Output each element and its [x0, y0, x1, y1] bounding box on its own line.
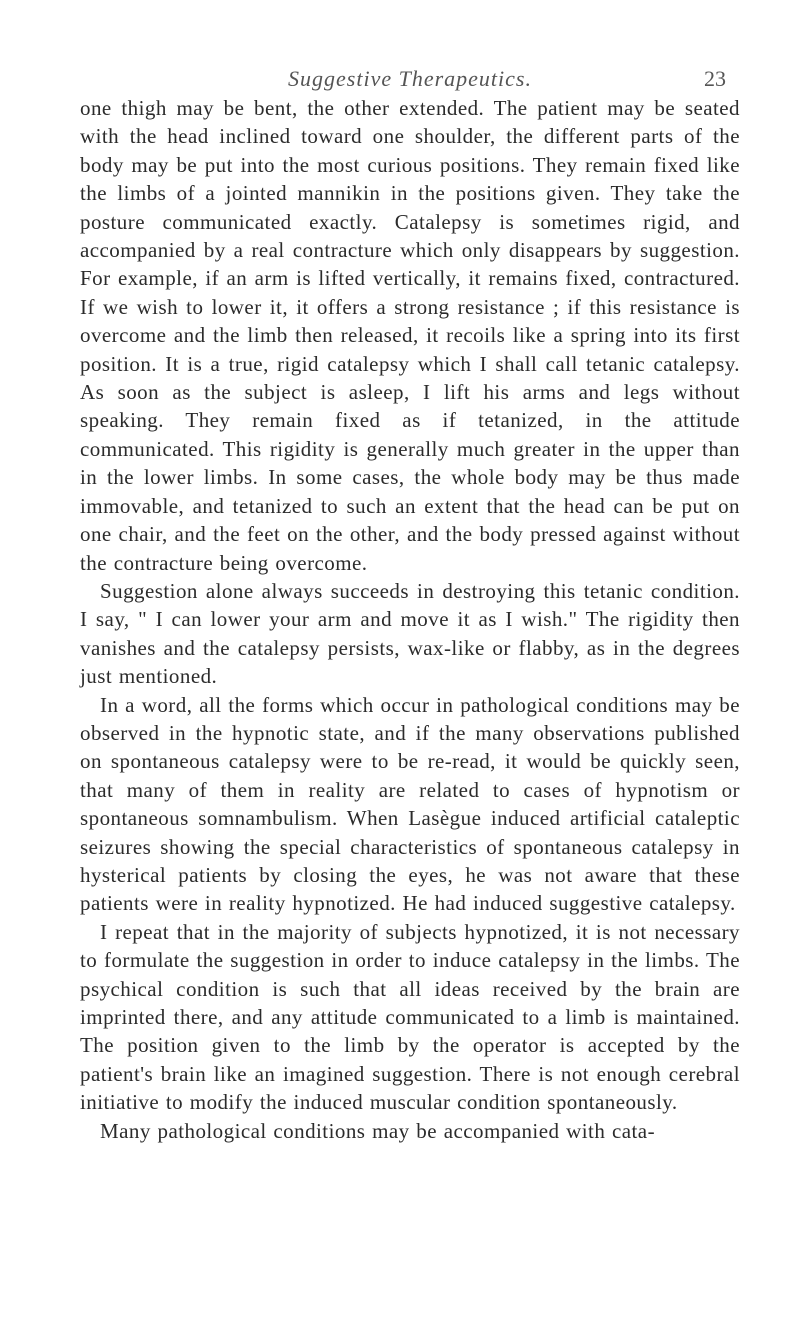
paragraph-pathological-forms: In a word, all the forms which occur in pathological conditions may be observed in the hypnotic state, and if the many observations published on spontaneous catalepsy were to be re-read, it would be quickly seen, that many of them in reality are related to cases of hypnotism or spontaneous somnambulism. When Lasègue induced artificial cataleptic seizures showing the special characteristics of spontaneous catalepsy in hysterical patients by closing the eyes, he was not aware that these patients were in reality hypnotized. He had induced suggestive catalepsy. — [80, 692, 740, 916]
paragraph-majority-subjects: I repeat that in the majority of subjects hypnotized, it is not necessary to formulate the suggestion in order to induce catalepsy in the limbs. The psychical condition is such that all ideas received by the brain are imprinted there, and any attitude communicated to a limb is maintained. The position given to the limb by the operator is accepted by the patient's brain like an imagined suggestion. There is not enough cerebral initiative to modify the induced muscular condition spontaneously. — [80, 919, 740, 1115]
running-title: Suggestive Therapeutics. — [288, 66, 532, 91]
page-number: 23 — [704, 66, 726, 91]
paragraph-suggestion: Suggestion alone always succeeds in destroying this tetanic condition. I say, " I can lower your arm and move it as I wish." The rigidity then vanishes and the catalepsy persists, wax-like or flabby, as in the degrees just mentioned. — [80, 578, 740, 689]
running-head — [80, 0, 740, 94]
body-text — [80, 94, 740, 1145]
paragraph-many-conditions: Many pathological conditions may be accompanied with cata- — [100, 1118, 656, 1143]
book-page — [80, 0, 740, 1145]
paragraph-continued: one thigh may be bent, the other extended. The patient may be seated with the head inclined toward one shoulder, the different parts of the body may be put into the most curious positions. They remain fixed like the limbs of a jointed mannikin in the positions given. They take the posture communicated exactly. Catalepsy is sometimes rigid, and accompanied by a real contracture which only disappears by suggestion. For example, if an arm is lifted vertically, it remains fixed, contractured. If we wish to lower it, it offers a strong resistance ; if this resistance is overcome and the limb then released, it recoils like a spring into its first position. It is a true, rigid catalepsy which I shall call tetanic catalepsy. As soon as the subject is asleep, I lift his arms and legs without speaking. They remain fixed as if tetanized, in the attitude communicated. This rigidity is generally much greater in the upper than in the lower limbs. In some cases, the whole body may be thus made immovable, and tetanized to such an extent that the head can be put on one chair, and the feet on the other, and the body pressed against without the contracture being overcome. — [80, 96, 740, 575]
